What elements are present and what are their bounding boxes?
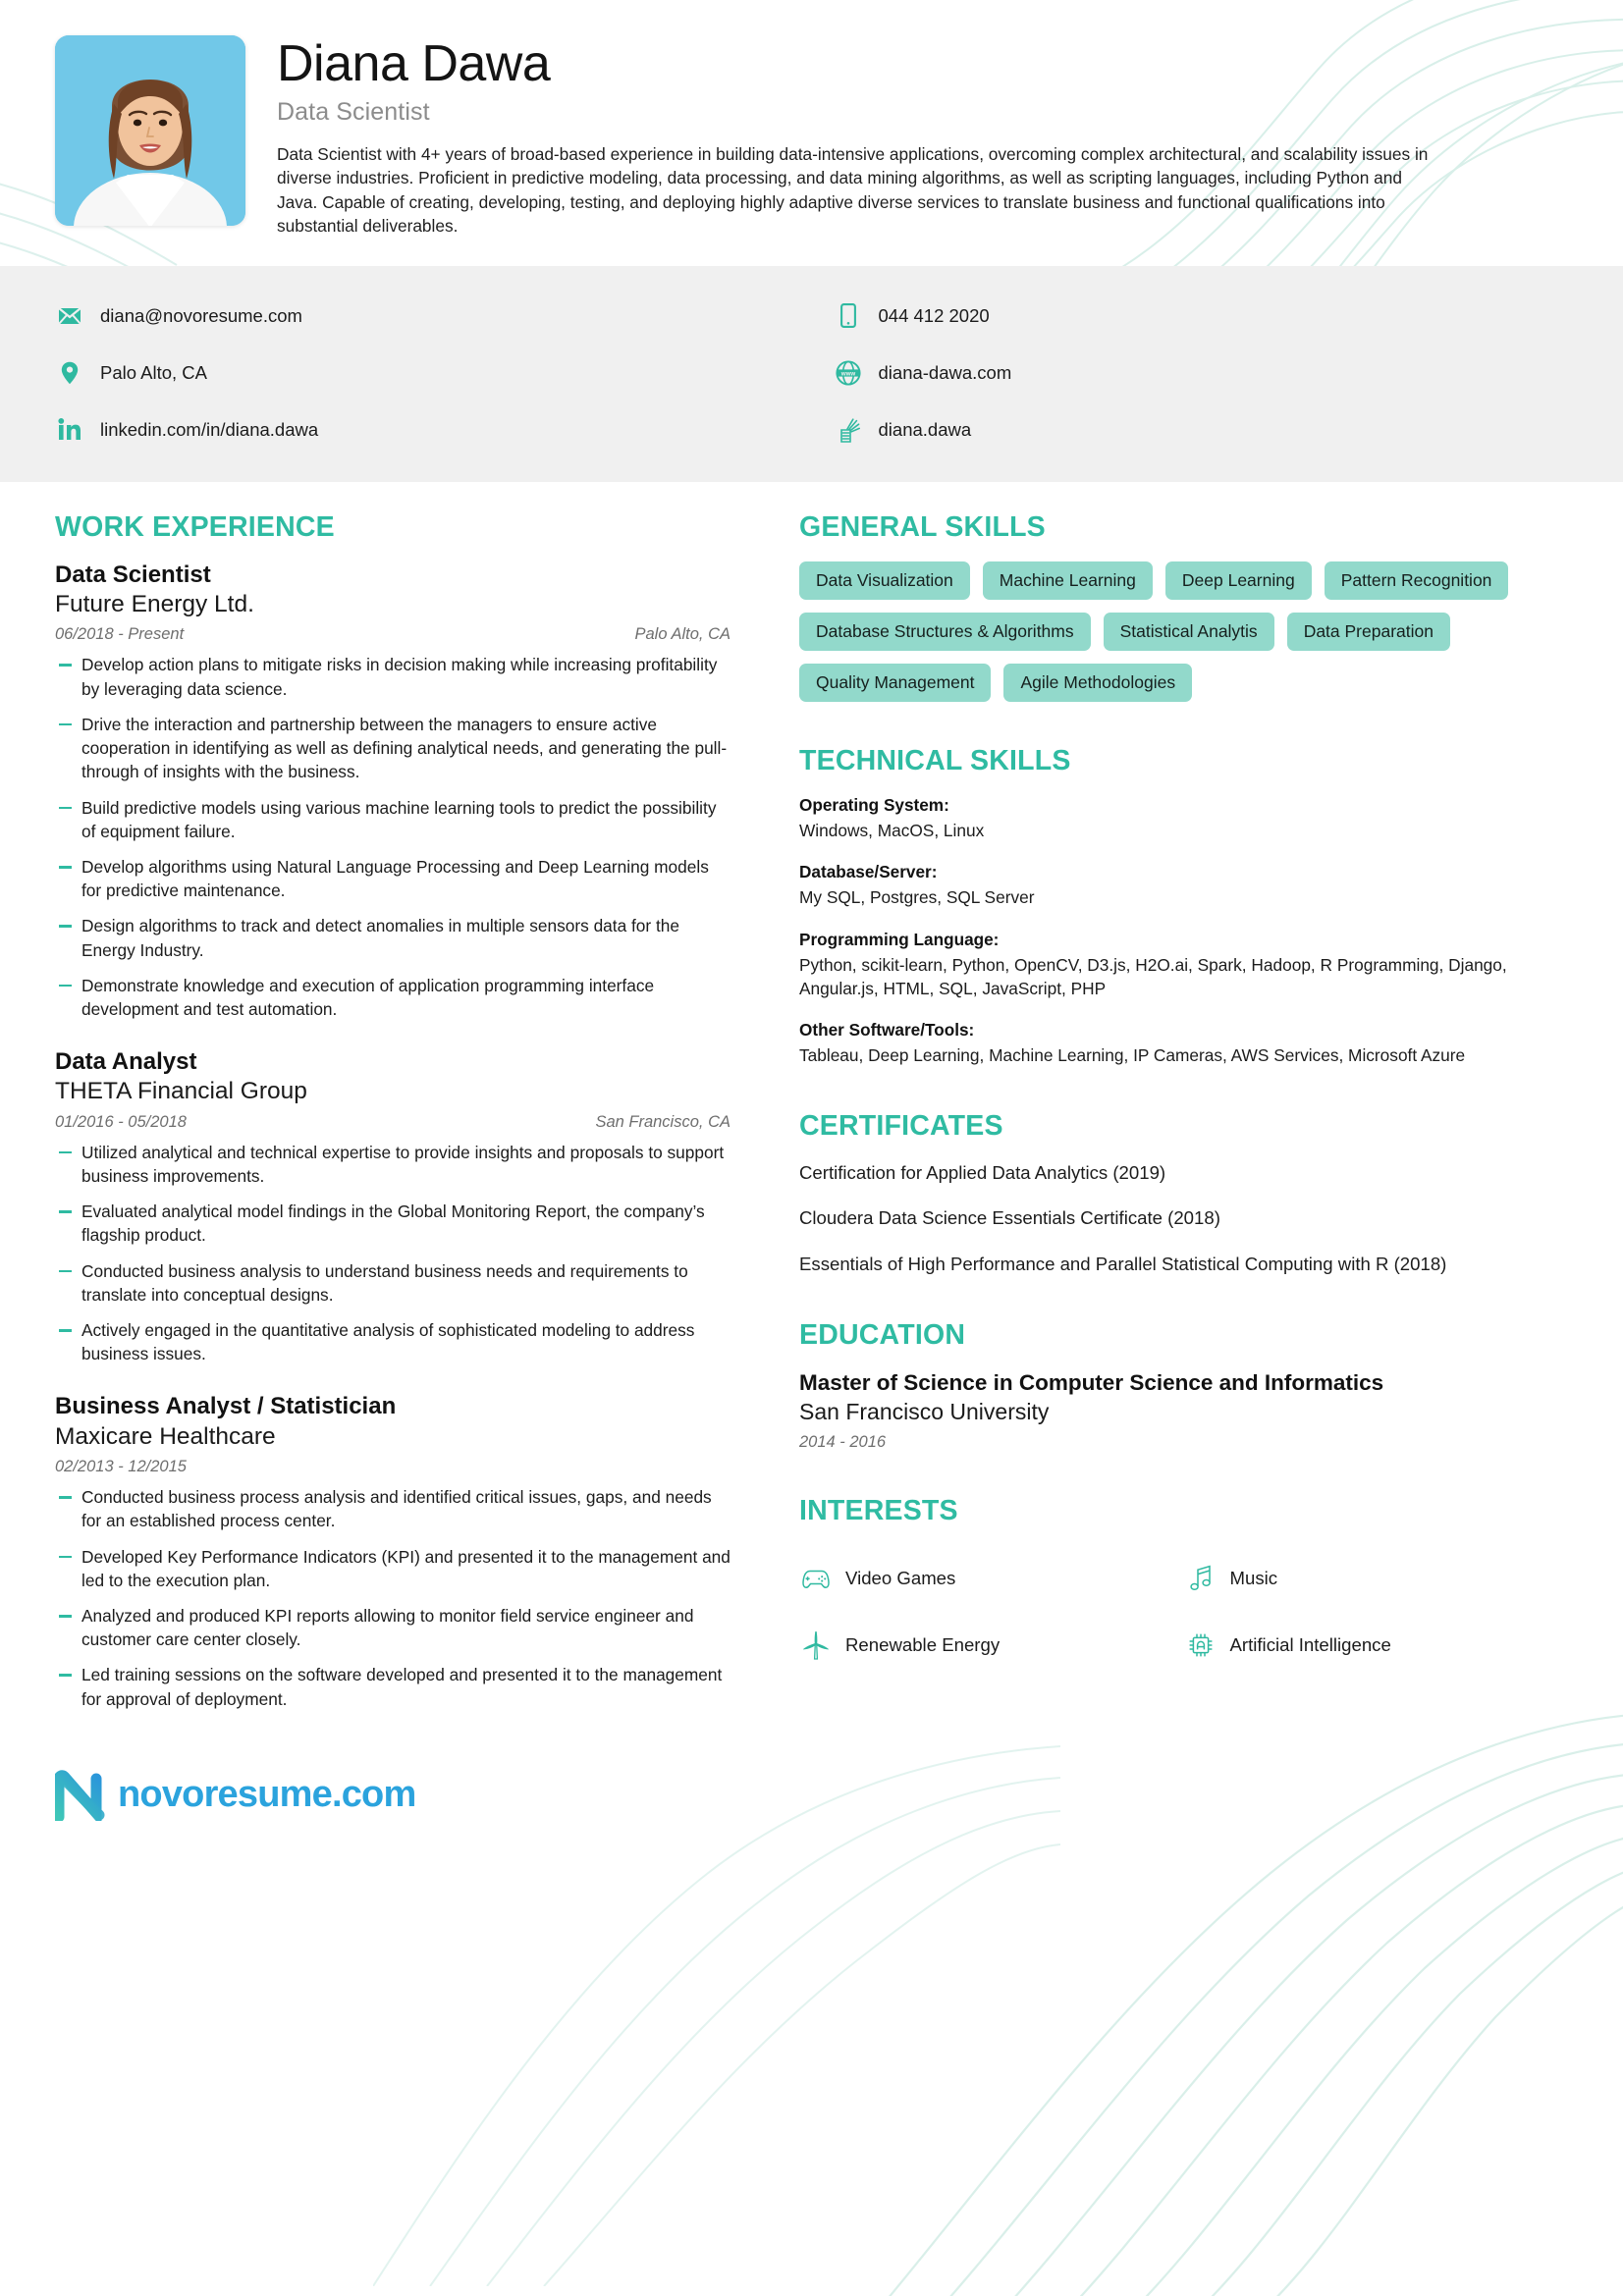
header-job-title: Data Scientist bbox=[277, 97, 430, 126]
job-bullet: Demonstrate knowledge and execution of application programming interface development and test automation. bbox=[55, 974, 730, 1021]
work-experience-entry bbox=[55, 1393, 730, 1710]
section-title-work-experience: WORK EXPERIENCE bbox=[55, 510, 335, 543]
job-bullet: Evaluated analytical model findings in the Global Monitoring Report, the company’s flagship product. bbox=[55, 1200, 730, 1247]
technical-skill-value: Python, scikit-learn, Python, OpenCV, D3.js, H2O.ai, Spark, Hadoop, R Programming, Django, Angular.js, HTML, SQL, JavaScript, PHP bbox=[799, 954, 1507, 998]
education-school: San Francisco University bbox=[799, 1399, 1050, 1425]
job-location: Palo Alto, CA bbox=[634, 625, 730, 644]
job-company: Future Energy Ltd. bbox=[55, 591, 254, 618]
job-bullet: Led training sessions on the software developed and presented it to the management for approval of deployment. bbox=[55, 1663, 730, 1710]
contact-column-right bbox=[812, 288, 1569, 458]
section-title-interests: INTERESTS bbox=[799, 1495, 958, 1527]
interest-item-artificial-intelligence bbox=[1184, 1612, 1569, 1679]
novoresume-logo-icon bbox=[55, 1770, 106, 1821]
contact-bar bbox=[0, 266, 1623, 482]
contact-value: diana-dawa.com bbox=[878, 361, 1012, 383]
job-bullet: Develop algorithms using Natural Language Processing and Deep Learning models for predictive maintenance. bbox=[55, 855, 730, 902]
education-degree: Master of Science in Computer Science and Informatics bbox=[799, 1370, 1384, 1396]
avatar bbox=[55, 35, 245, 226]
job-bullet: Analyzed and produced KPI reports allowing to monitor field service engineer and customer care center closely. bbox=[55, 1604, 730, 1651]
website-www-icon bbox=[834, 360, 863, 386]
skill-tag: Quality Management bbox=[799, 664, 991, 702]
location-pin-icon bbox=[55, 361, 84, 385]
work-experience-entry bbox=[55, 561, 730, 1021]
skill-tag: Data Visualization bbox=[799, 561, 970, 600]
certificate-item: Essentials of High Performance and Parallel Statistical Computing with R (2018) bbox=[799, 1253, 1447, 1274]
job-bullet: Conducted business analysis to understand business needs and requirements to translate into conceptual designs. bbox=[55, 1259, 730, 1307]
section-title-technical-skills: TECHNICAL SKILLS bbox=[799, 745, 1071, 777]
job-meta bbox=[55, 1458, 730, 1476]
interest-label: Music bbox=[1229, 1568, 1278, 1589]
technical-skill-label: Database/Server: bbox=[799, 862, 938, 882]
contact-item-skype[interactable] bbox=[834, 401, 1569, 458]
certificate-item: Cloudera Data Science Essentials Certificate (2018) bbox=[799, 1207, 1220, 1229]
skill-tag: Database Structures & Algorithms bbox=[799, 613, 1091, 651]
technical-skill-label: Operating System: bbox=[799, 795, 949, 816]
technical-skill-item bbox=[799, 862, 1568, 909]
contact-value: linkedin.com/in/diana.dawa bbox=[100, 418, 319, 440]
job-bullet: Actively engaged in the quantitative analysis of sophisticated modeling to address business issues. bbox=[55, 1318, 730, 1365]
technical-skills-list bbox=[799, 795, 1568, 1067]
header-text bbox=[245, 35, 1568, 239]
contact-column-left bbox=[55, 288, 812, 458]
technical-skill-item bbox=[799, 930, 1568, 1000]
technical-skill-item bbox=[799, 795, 1568, 842]
gamepad-icon bbox=[799, 1567, 833, 1590]
contact-value: diana@novoresume.com bbox=[100, 304, 302, 326]
job-dates: 01/2016 - 05/2018 bbox=[55, 1112, 187, 1131]
contact-item-location[interactable] bbox=[55, 345, 812, 401]
education-entry bbox=[799, 1369, 1568, 1452]
contact-value: 044 412 2020 bbox=[878, 304, 990, 326]
job-bullet: Developed Key Performance Indicators (KPI) and presented it to the management and led to the execution plan. bbox=[55, 1545, 730, 1592]
contact-item-phone[interactable] bbox=[834, 288, 1569, 345]
technical-skill-value: My SQL, Postgres, SQL Server bbox=[799, 887, 1035, 908]
resume-header bbox=[0, 0, 1623, 266]
general-skills-tag-list bbox=[799, 561, 1568, 702]
job-bullet: Develop action plans to mitigate risks in decision making while increasing profitability by leveraging data science. bbox=[55, 653, 730, 700]
job-bullet: Utilized analytical and technical expertise to provide insights and proposals to support business improvements. bbox=[55, 1141, 730, 1188]
interests-list bbox=[799, 1545, 1568, 1679]
profile-photo bbox=[55, 35, 245, 226]
job-role: Business Analyst / Statistician bbox=[55, 1393, 397, 1420]
contact-value: diana.dawa bbox=[878, 418, 972, 440]
section-title-education: EDUCATION bbox=[799, 1319, 966, 1352]
interest-item-music bbox=[1184, 1545, 1569, 1612]
job-company: THETA Financial Group bbox=[55, 1078, 307, 1105]
right-column bbox=[770, 511, 1568, 1723]
spacer bbox=[55, 1377, 730, 1393]
skill-tag: Agile Methodologies bbox=[1003, 664, 1192, 702]
job-bullet: Conducted business process analysis and identified critical issues, gaps, and needs for an established process center. bbox=[55, 1485, 730, 1532]
job-role: Data Analyst bbox=[55, 1048, 197, 1076]
linkedin-icon bbox=[55, 418, 84, 441]
left-column bbox=[55, 511, 770, 1723]
technical-skill-value: Tableau, Deep Learning, Machine Learning, IP Cameras, AWS Services, Microsoft Azure bbox=[799, 1044, 1466, 1065]
contact-item-email[interactable] bbox=[55, 288, 812, 345]
spacer bbox=[55, 1033, 730, 1048]
skill-tag: Deep Learning bbox=[1165, 561, 1312, 600]
technical-skill-label: Programming Language: bbox=[799, 929, 1000, 949]
work-experience-entry bbox=[55, 1048, 730, 1365]
svg-text:www: www bbox=[840, 370, 855, 378]
technical-skill-label: Other Software/Tools: bbox=[799, 1019, 975, 1040]
job-bullet: Drive the interaction and partnership between the managers to ensure active cooperation in identifying as well as defining analytical needs, and generating the pull-through of insights with the business. bbox=[55, 713, 730, 784]
footer-logo-text: novoresume.com bbox=[118, 1774, 416, 1816]
job-meta bbox=[55, 1113, 730, 1132]
music-note-icon bbox=[1184, 1565, 1217, 1592]
page-title: Diana Dawa bbox=[277, 35, 551, 92]
email-icon bbox=[55, 307, 84, 325]
job-meta bbox=[55, 625, 730, 644]
interest-label: Artificial Intelligence bbox=[1229, 1634, 1391, 1656]
skill-tag: Pattern Recognition bbox=[1325, 561, 1509, 600]
job-bullet: Build predictive models using various machine learning tools to predict the possibility of equipment failure. bbox=[55, 796, 730, 843]
skill-tag: Machine Learning bbox=[983, 561, 1153, 600]
contact-item-website[interactable] bbox=[834, 345, 1569, 401]
resume-body bbox=[0, 482, 1623, 1723]
education-dates: 2014 - 2016 bbox=[799, 1433, 887, 1452]
microchip-icon bbox=[1184, 1631, 1217, 1659]
job-dates: 02/2013 - 12/2015 bbox=[55, 1458, 187, 1476]
contact-item-linkedin[interactable] bbox=[55, 401, 812, 458]
interest-item-renewable-energy bbox=[799, 1612, 1184, 1679]
certificate-item: Certification for Applied Data Analytics (2019) bbox=[799, 1162, 1166, 1184]
section-title-general-skills: GENERAL SKILLS bbox=[799, 510, 1046, 543]
job-bullet-list bbox=[55, 1485, 730, 1711]
skype-icon bbox=[834, 417, 863, 443]
interest-item-video-games bbox=[799, 1545, 1184, 1612]
skill-tag: Statistical Analytis bbox=[1104, 613, 1274, 651]
contact-value: Palo Alto, CA bbox=[100, 361, 208, 383]
footer bbox=[0, 1740, 1623, 1860]
technical-skill-value: Windows, MacOS, Linux bbox=[799, 821, 985, 841]
technical-skill-item bbox=[799, 1020, 1568, 1067]
job-location: San Francisco, CA bbox=[595, 1112, 730, 1131]
job-role: Data Scientist bbox=[55, 561, 211, 588]
job-bullet: Design algorithms to track and detect anomalies in multiple sensors data for the Energy Industry. bbox=[55, 914, 730, 961]
job-dates: 06/2018 - Present bbox=[55, 625, 185, 644]
certificates-list bbox=[799, 1160, 1568, 1276]
wind-turbine-icon bbox=[799, 1630, 833, 1660]
interest-label: Renewable Energy bbox=[845, 1634, 1001, 1656]
job-bullet-list bbox=[55, 1141, 730, 1366]
header-summary: Data Scientist with 4+ years of broad-based experience in building data-intensive applications, overcoming complex architectural, and scalability issues in diverse industries. Proficient in predictive modeling, data processing, and data mining algorithms, as well as scripting languages, including Python and Java. Capable of creating, developing, testing, and deploying highly adaptive diverse services to translate business and functional qualifications into substantial deliverables. bbox=[277, 143, 1429, 237]
job-bullet-list bbox=[55, 653, 730, 1021]
mobile-phone-icon bbox=[834, 303, 863, 328]
interest-label: Video Games bbox=[845, 1568, 956, 1589]
skill-tag: Data Preparation bbox=[1287, 613, 1450, 651]
job-company: Maxicare Healthcare bbox=[55, 1422, 276, 1450]
section-title-certificates: CERTIFICATES bbox=[799, 1110, 1003, 1143]
